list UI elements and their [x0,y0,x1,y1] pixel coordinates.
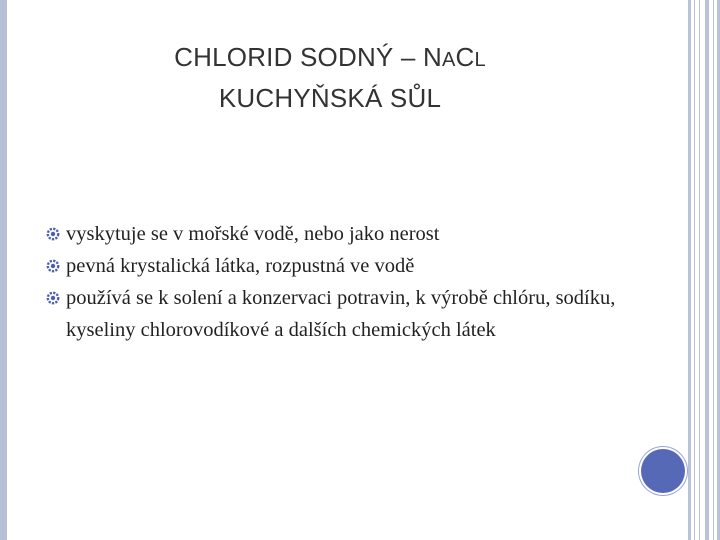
gear-bullet-icon [46,291,60,305]
left-border-bar [0,0,7,540]
slide-title [100,38,560,117]
circle-ornament-icon [641,449,685,493]
title-line-2: KUCHYŇSKÁ SŮL [218,83,442,113]
title-cap-c: C [455,42,475,72]
right-border-line [713,0,714,540]
right-border-line [699,0,700,540]
gear-bullet-icon [46,259,60,273]
bullet-item [46,250,666,282]
right-border-line [688,0,691,540]
title-line-1 [100,38,560,79]
title-small-cap-a: A [441,49,456,71]
title-line-1-text: CHLORID SODNÝ – N [174,42,442,72]
bullet-list [46,218,666,346]
bullet-item [46,282,666,346]
bullet-item [46,218,666,250]
gear-bullet-icon [46,227,60,241]
bullet-text: vyskytuje se v mořské vodě, nebo jako nerost [66,223,440,245]
bullet-text: používá se k solení a konzervaci potravin, k výrobě chlóru, sodíku, kyseliny chlorovodíkové a dalších chemických látek [66,287,616,341]
title-small-cap-l: L [474,49,486,71]
right-border-line [694,0,695,540]
bullet-text: pevná krystalická látka, rozpustná ve vodě [66,255,415,277]
right-border-line [705,0,709,540]
